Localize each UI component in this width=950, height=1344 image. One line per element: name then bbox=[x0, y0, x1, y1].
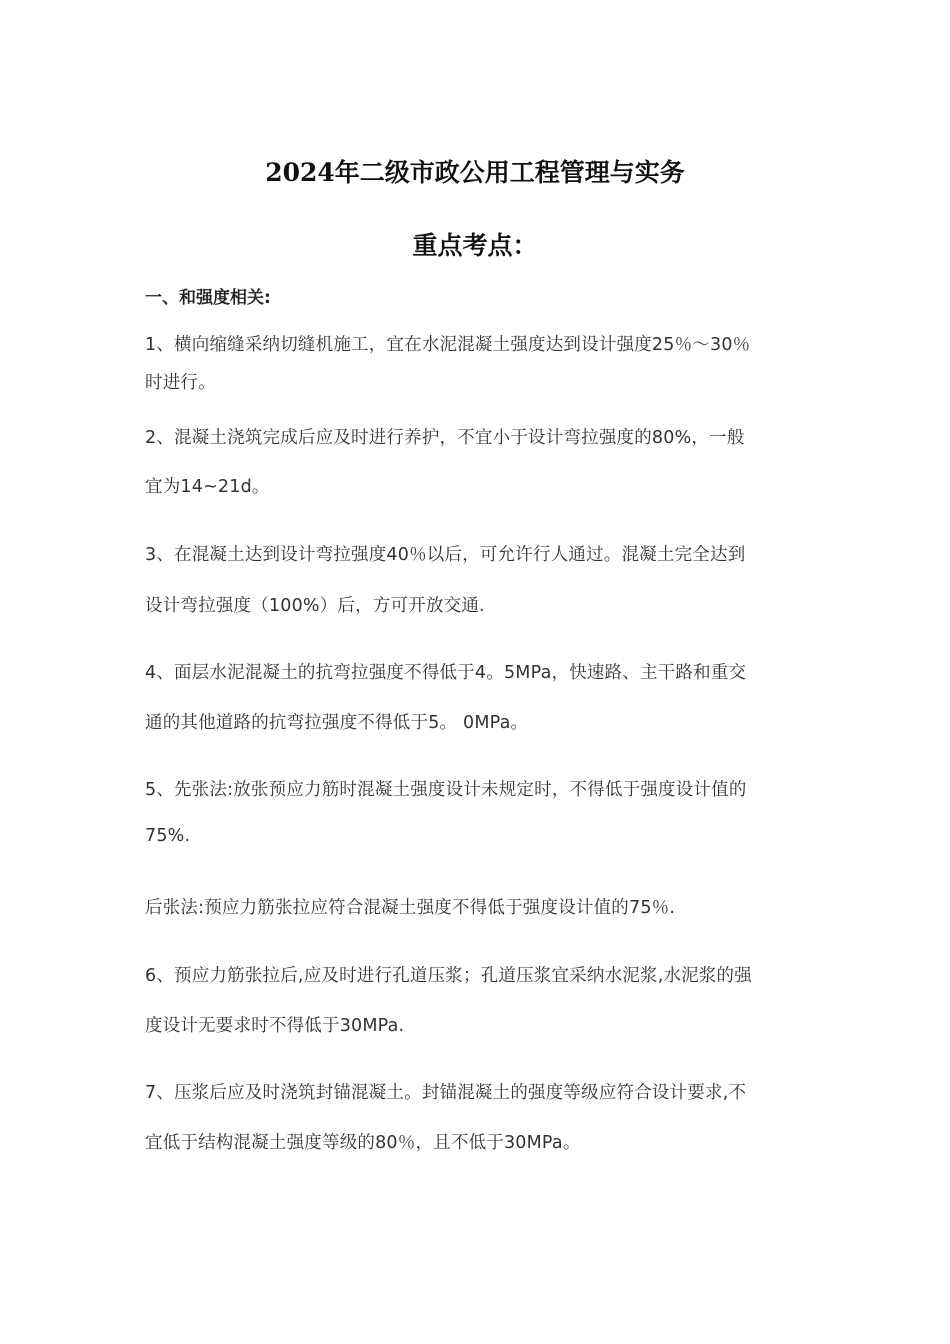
paragraph-2-line-2: 宜为14~21d。 bbox=[145, 477, 270, 497]
paragraph-3-line-2: 设计弯拉强度（100%）后，方可开放交通. bbox=[145, 596, 485, 616]
paragraph-1-line-2: 时进行。 bbox=[145, 373, 216, 393]
paragraph-7-line-1: 7、压浆后应及时浇筑封锚混凝土。封锚混凝土的强度等级应符合设计要求,不 bbox=[145, 1083, 747, 1103]
paragraph-4-line-2: 通的其他道路的抗弯拉强度不得低于5。 0MPa。 bbox=[145, 713, 529, 733]
section-heading: 一、和强度相关: bbox=[145, 288, 271, 308]
paragraph-7-line-2: 宜低于结构混凝土强度等级的80％，且不低于30MPa。 bbox=[145, 1133, 581, 1153]
document-subtitle: 重点考点： bbox=[412, 231, 538, 260]
document-title: 2024年二级市政公用工程管理与实务 bbox=[265, 158, 685, 187]
paragraph-5-line-1: 5、先张法:放张预应力筋时混凝土强度设计未规定时，不得低于强度设计值的 bbox=[145, 780, 747, 800]
paragraph-2-line-1: 2、混凝土浇筑完成后应及时进行养护，不宜小于设计弯拉强度的80%，一般 bbox=[145, 428, 745, 448]
paragraph-6-line-2: 度设计无要求时不得低于30MPa. bbox=[145, 1016, 405, 1036]
paragraph-posttension-line-1: 后张法:预应力筋张拉应符合混凝土强度不得低于强度设计值的75％. bbox=[145, 898, 676, 918]
paragraph-6-line-1: 6、预应力筋张拉后,应及时进行孔道压浆；孔道压浆宜采纳水泥浆,水泥浆的强 bbox=[145, 966, 752, 986]
paragraph-4-line-1: 4、面层水泥混凝土的抗弯拉强度不得低于4。5MPa，快速路、主干路和重交 bbox=[145, 663, 747, 683]
paragraph-5-line-2: 75%. bbox=[145, 826, 191, 846]
paragraph-3-line-1: 3、在混凝土达到设计弯拉强度40％以后，可允许行人通过。混凝土完全达到 bbox=[145, 545, 746, 565]
paragraph-1-line-1: 1、横向缩缝采纳切缝机施工，宜在水泥混凝土强度达到设计强度25％～30％ bbox=[145, 335, 751, 355]
